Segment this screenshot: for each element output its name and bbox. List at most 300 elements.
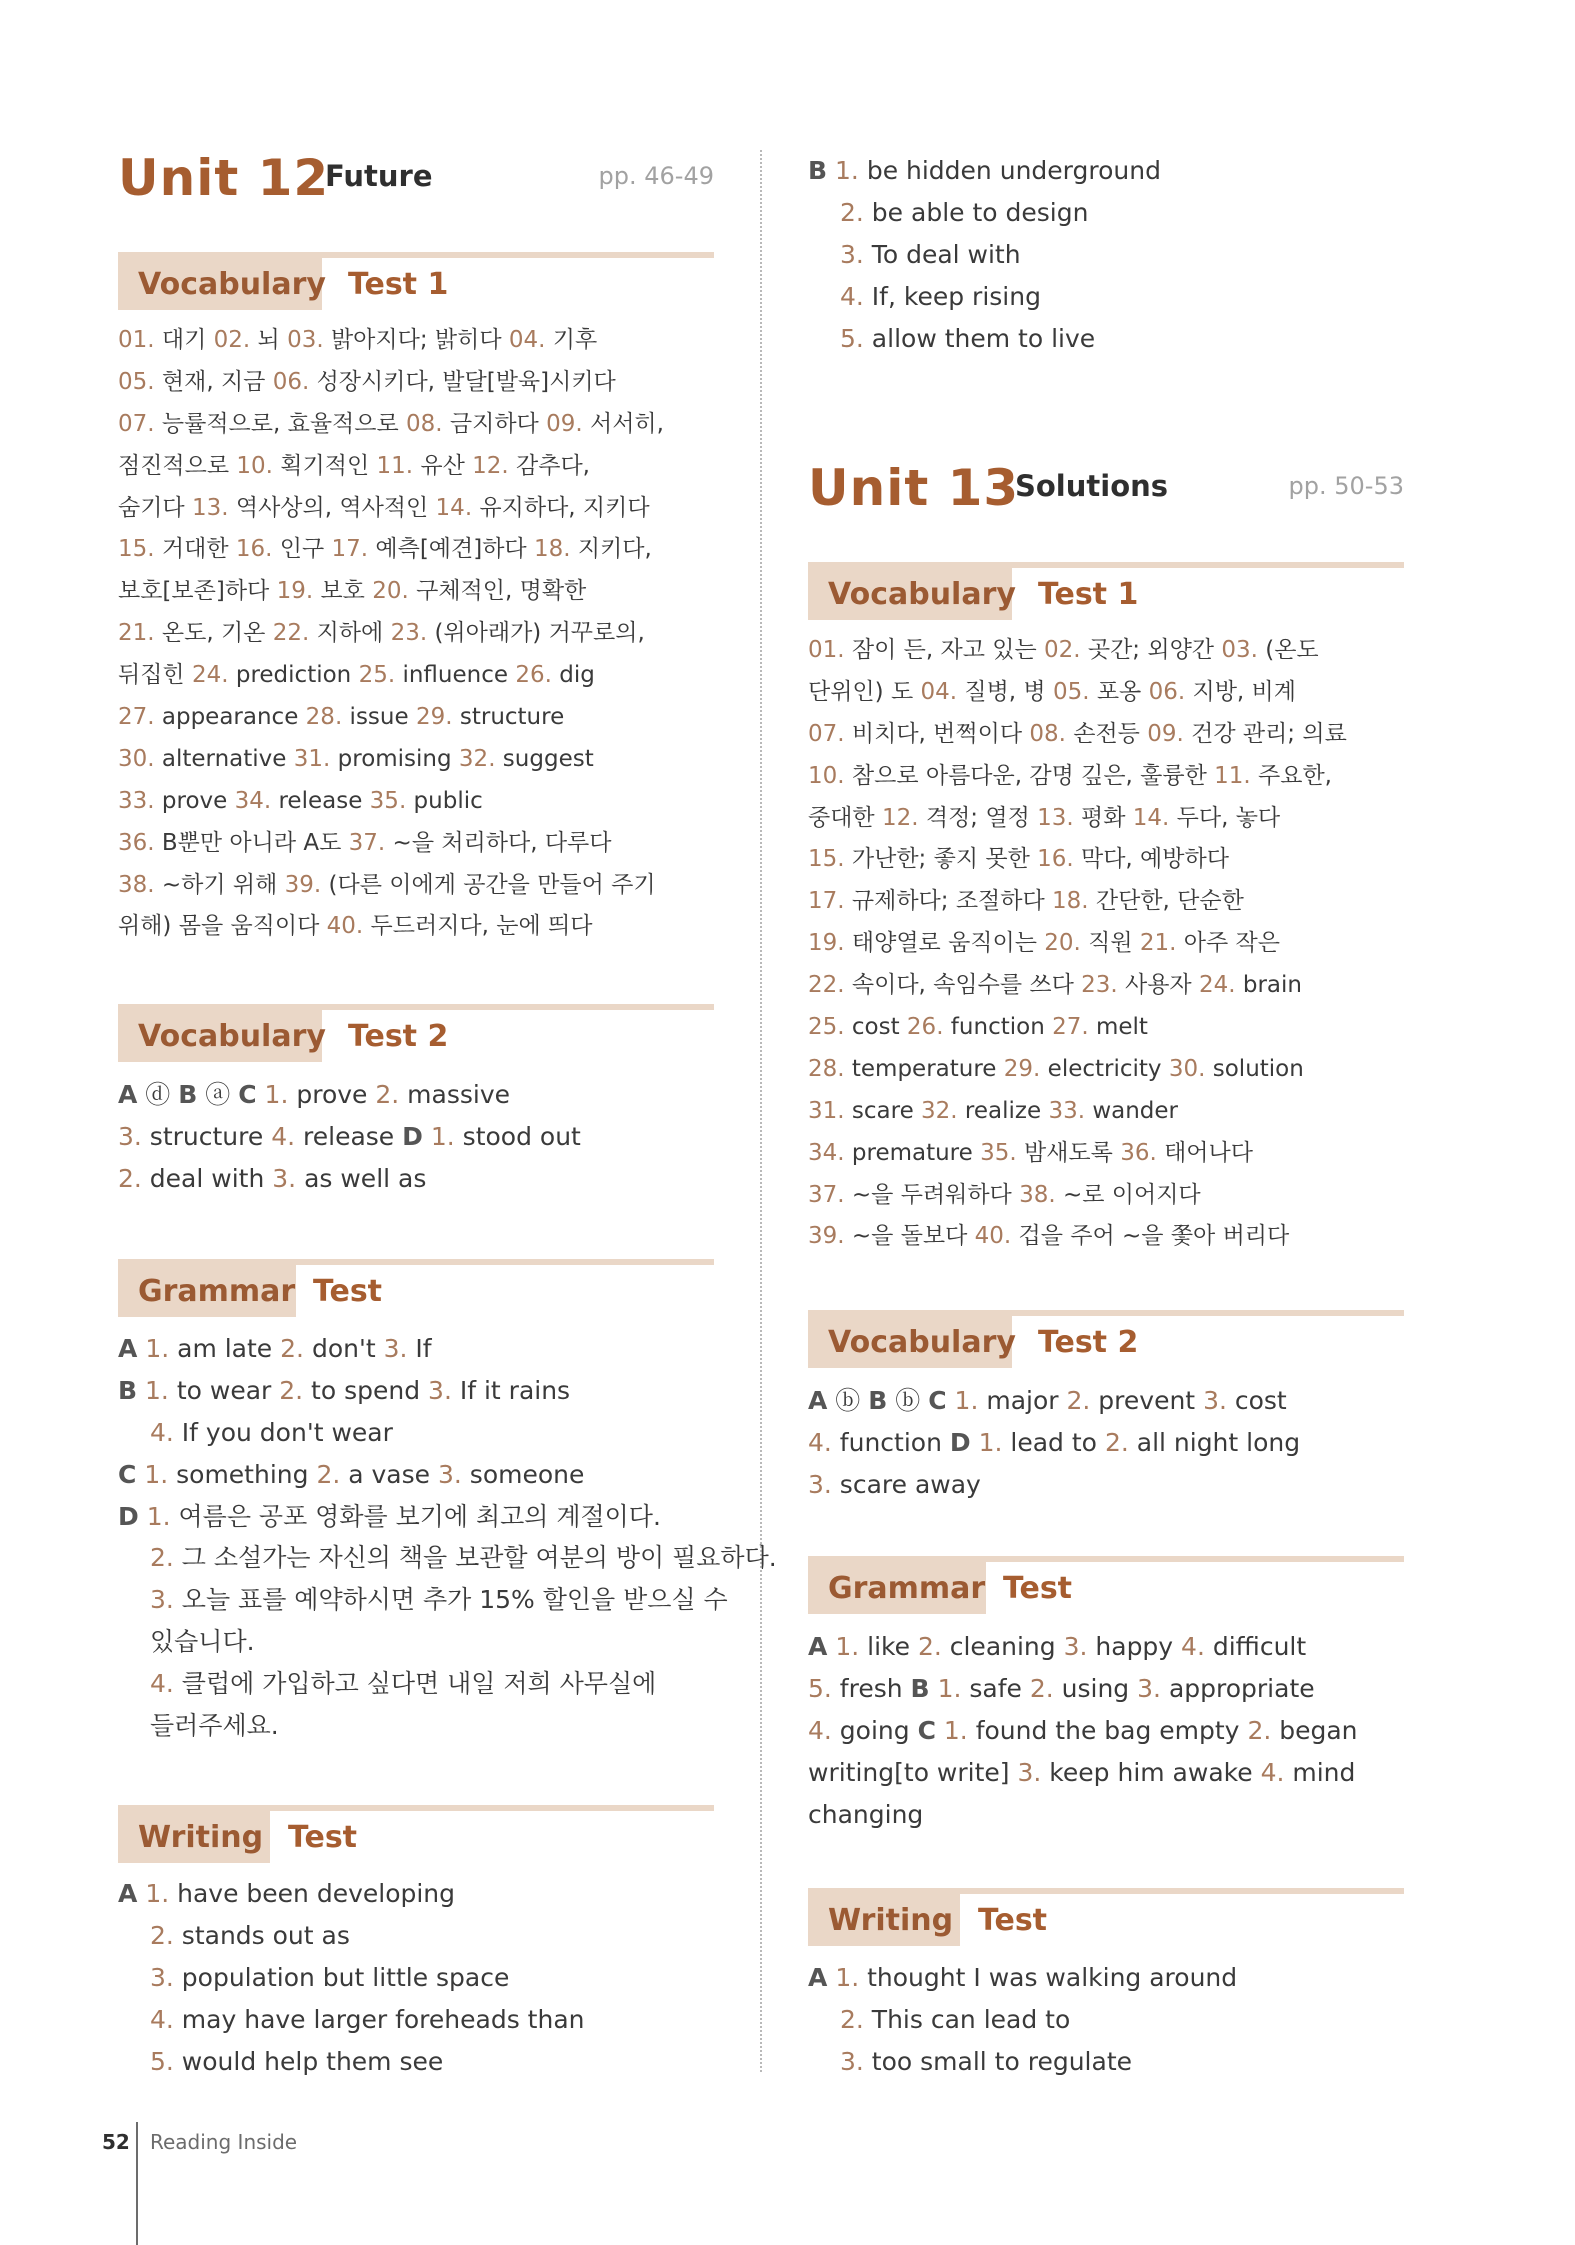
answer-line [808,1380,1408,1422]
answer-text: ~을 두려워하다 [844,1181,1020,1208]
answers-vocabulary-test-2 [808,1380,1408,1506]
unit-title: Unit 13 [808,459,1020,517]
answer-text: allow them to live [863,323,1096,353]
answer-text: ~을 처리하다, 다루다 [385,829,612,856]
answer-text: 겁을 주어 ~을 쫓아 버리다 [1011,1223,1290,1250]
section-header-vocabulary-test-2 [118,1004,714,1062]
item-number: 16. [235,536,273,563]
answer-text: 들러주세요. [150,1711,279,1741]
answer-text: function [831,1427,950,1457]
answer-text: appearance [154,704,306,731]
answer-text: happy [1087,1632,1182,1661]
section-label-box [808,1562,986,1614]
section-label: Grammar [138,1273,296,1309]
part-letter: C [917,1715,936,1745]
part-letter: D [949,1427,971,1457]
item-number: 38. [118,871,155,898]
answer-text: release [271,787,370,814]
answer-text: 속이다, 속임수를 쓰다 [844,972,1082,999]
item-number: 38. [1019,1181,1056,1208]
answer-line [808,1668,1408,1710]
answer-text: 역사상의, 역사적인 [228,494,436,521]
answer-line [808,318,1408,360]
answer-text: scare [844,1097,922,1124]
answers-vocabulary-test-1 [808,630,1408,1258]
item-number: 30. [118,745,155,772]
answer-text [423,1122,431,1151]
answer-line [118,1537,777,1579]
item-number: 5. [808,1673,832,1703]
item-number: 36. [1120,1139,1157,1166]
answer-text: (다른 이에게 공간을 만들어 주기 [321,871,656,898]
answer-line [118,823,718,865]
answer-line [808,1999,1408,2041]
item-number: 28. [305,704,343,731]
item-number: 16. [1037,846,1074,873]
answer-text: ~을 돌보다 [844,1223,975,1250]
answer-line [808,1626,1408,1668]
answer-text: structure [452,704,565,731]
answer-text: If, keep rising [863,281,1041,311]
answer-line [808,798,1408,840]
item-number: 33. [118,787,155,814]
answer-text: like [859,1632,918,1661]
answer-text: too small to regulate [863,2046,1132,2076]
answer-line [118,655,718,697]
answer-text: 간단한, 단순한 [1088,888,1244,915]
answer-text: ⓑ [887,1386,929,1415]
unit-12-heading [118,148,714,218]
section-label: Vocabulary [138,266,326,302]
answer-text: 금지하다 [442,410,547,437]
answer-line [118,1873,718,1915]
item-number: 13. [191,494,229,521]
section-test: Test 1 [1038,576,1139,612]
answer-line [808,630,1408,672]
answer-text: 위해) 몸을 움직이다 [118,913,327,940]
answer-line [808,672,1408,714]
answer-line [808,1957,1408,1999]
item-number: 14. [1132,804,1170,831]
item-number: 15. [118,536,155,563]
answer-text: 보호 [313,578,373,605]
answer-line [808,1133,1408,1175]
answer-text: structure [141,1121,272,1151]
answer-text: deal with [141,1163,273,1193]
item-number: 06. [272,368,310,395]
answer-text [930,1674,938,1703]
item-number: 06. [1148,678,1186,705]
answer-text: keep him awake [1041,1757,1261,1787]
answer-text: 두다, 놓다 [1169,804,1281,831]
answer-text: realize [957,1097,1049,1124]
answer-text: 성장시키다, 발달[발육]시키다 [309,368,616,395]
item-number: 4. [271,1121,296,1151]
answer-line [118,1705,718,1747]
item-number: 3. [1203,1386,1227,1415]
answer-line [118,320,718,362]
answer-text: all night long [1128,1427,1301,1457]
item-number: 20. [372,578,409,605]
item-number: 11. [1214,762,1251,789]
item-number: 03. [1221,637,1258,663]
answer-text: function [943,1014,1053,1041]
answer-text: found the bag empty [967,1715,1248,1745]
answer-text: 참으로 아름다운, 감명 깊은, 훌륭한 [844,762,1215,789]
item-number: 2. [118,1163,142,1193]
answers-vocabulary-test-1 [118,320,718,948]
answer-text: ~하기 위해 [154,871,285,898]
answer-text: population but little space [173,1962,510,1992]
answer-text: 보호[보존]하다 [118,578,277,605]
item-number: 2. [1029,1673,1054,1703]
answer-text: 밝아지다; 밝히다 [323,327,509,353]
part-letter: A [118,1879,138,1908]
part-letter: B [808,156,828,185]
answer-text: 클럽에 가입하고 싶다면 내일 저희 사무실에 [173,1669,657,1699]
item-number: 1. [264,1080,289,1109]
item-number: 1. [145,1879,170,1908]
section-header-vocabulary-test-2 [808,1310,1404,1368]
item-number: 35. [369,787,407,814]
item-number: 01. [118,327,155,353]
answer-text: 능률적으로, 효율적으로 [154,410,407,437]
answer-text: 감추다, [508,452,590,479]
answer-text: prove [154,787,235,814]
item-number: 33. [1048,1097,1086,1124]
answer-text: 예측[예견]하다 [368,536,534,563]
answer-line [118,1957,718,1999]
answer-line [808,2041,1408,2083]
answer-line [808,1752,1408,1794]
item-number: 2. [840,197,864,227]
section-label-box [118,1010,326,1062]
answer-line [808,276,1408,318]
item-number: 23. [1081,972,1118,999]
part-letter: D [118,1501,139,1531]
answer-text: to wear [168,1375,280,1405]
item-number: 18. [533,536,571,563]
item-number: 17. [808,888,845,915]
section-test: Test 2 [348,1018,449,1054]
answer-line [118,529,718,571]
item-number: 2. [279,1375,304,1405]
answer-text: release [295,1121,403,1151]
section-header-vocabulary-test-1 [118,252,714,310]
answer-text: don't [304,1334,384,1363]
section-label: Vocabulary [828,1324,1016,1360]
answer-text: solution [1205,1055,1304,1082]
answer-text: issue [342,704,416,731]
answer-text: going [831,1715,918,1745]
answer-line [808,1049,1408,1091]
answer-text: cleaning [941,1632,1064,1661]
answer-text: 지키다, [570,536,652,563]
item-number: 12. [881,804,919,831]
part-letter: B [868,1386,888,1415]
item-number: 04. [920,678,958,705]
book-title: Reading Inside [150,2130,298,2154]
answer-text: dig [551,662,595,689]
item-number: 17. [331,536,369,563]
answer-line [118,1999,718,2041]
answer-text: be able to design [863,197,1089,227]
answer-text: 구체적인, 명확한 [408,578,587,605]
item-number: 12. [472,452,509,479]
item-number: 2. [150,1543,174,1573]
answer-text: 그 소설가는 자신의 책을 보관할 여분의 방이 필요하다. [173,1543,777,1573]
answer-text: may have larger foreheads than [173,2004,585,2034]
answer-text: 획기적인 [272,452,377,479]
answer-line [118,1579,728,1621]
answer-line [808,234,1408,276]
item-number: 05. [1052,678,1090,705]
answer-line [808,150,1408,192]
item-number: 1. [145,1334,170,1363]
item-number: 10. [236,452,273,479]
answer-line [118,613,718,655]
answer-text: safe [961,1673,1030,1703]
answer-text: changing [808,1799,924,1829]
section-label: Writing [138,1819,264,1855]
item-number: 34. [808,1139,845,1166]
answer-text: prediction [228,662,359,689]
answer-text: This can lead to [863,2004,1071,2034]
answer-text: using [1053,1673,1138,1703]
part-letter: B [910,1673,930,1703]
answer-text: 유지하다, 지키다 [472,494,650,521]
item-number: 07. [118,410,155,437]
answers-grammar-test [118,1328,777,1747]
item-number: 1. [835,1632,860,1661]
unit-pages: pp. 50-53 [1288,472,1404,500]
section-test: Test [978,1902,1048,1938]
answer-text: 가난한; 좋지 못한 [844,846,1038,873]
item-number: 21. [118,620,155,647]
answer-text: 평화 [1073,804,1133,831]
item-number: 32. [921,1097,958,1124]
part-letter: B [118,1375,138,1405]
answer-line [118,865,718,907]
answer-text [936,1716,944,1745]
item-number: 37. [808,1181,845,1208]
answer-line [118,1158,718,1200]
answer-line [118,1663,718,1705]
item-number: 40. [974,1223,1012,1250]
answer-line [808,756,1408,798]
answer-line [118,1915,718,1957]
item-number: 4. [150,2004,174,2034]
answer-line [808,881,1408,923]
unit-title: Unit 12 [118,149,330,207]
item-number: 25. [358,662,396,689]
item-number: 3. [1137,1673,1161,1703]
answer-text: (온도 [1257,637,1319,663]
item-number: 05. [118,368,155,395]
item-number: 3. [1017,1757,1042,1787]
answer-text: would help them see [173,2046,444,2076]
answer-line [118,781,718,823]
part-letter: D [402,1121,423,1151]
item-number: 3. [840,2046,864,2076]
answer-text: wander [1085,1097,1179,1124]
answer-text: am late [169,1334,281,1363]
item-number: 2. [280,1334,304,1363]
answer-text: 밤새도록 [1016,1139,1121,1166]
item-number: 4. [1260,1757,1285,1787]
answer-text: 태양열로 움직이는 [844,930,1045,957]
answer-text: 태어나다 [1156,1139,1253,1166]
answer-text: major [978,1386,1067,1415]
answer-text: writing[to write] [808,1757,1018,1787]
answer-text: thought I was walking around [859,1963,1238,1992]
item-number: 08. [406,410,443,437]
section-label-box [808,1894,960,1946]
section-header-vocabulary-test-1 [808,562,1404,620]
section-test: Test 2 [1038,1324,1139,1360]
item-number: 4. [1181,1632,1205,1661]
answer-line [118,571,718,613]
section-label: Writing [828,1902,954,1938]
answer-text: 막다, 예방하다 [1073,846,1229,873]
answer-text [139,1502,147,1531]
item-number: 15. [808,846,845,873]
answer-text: began [1271,1715,1358,1745]
item-number: 09. [546,410,583,437]
answer-text: to spend [303,1375,429,1405]
answer-text: 격정; 열정 [918,804,1038,831]
answer-line [808,1007,1408,1049]
part-letter: C [928,1386,947,1415]
answer-text: 중대한 [808,804,882,831]
item-number: 30. [1168,1055,1206,1082]
answer-text: alternative [154,745,294,772]
section-test: Test [313,1273,383,1309]
answer-text: temperature [844,1055,1004,1082]
answer-line [808,839,1408,881]
answer-text: mind [1284,1757,1356,1787]
answer-line [118,1496,718,1538]
answers-vocabulary-test-2 [118,1074,718,1200]
answer-line [118,1116,718,1158]
answer-line [118,488,718,530]
answer-text: 뇌 [250,327,288,353]
unit-subtitle: Solutions [1015,469,1169,503]
unit-pages: pp. 46-49 [598,162,714,190]
item-number: 3. [383,1334,408,1363]
answer-line [808,1710,1408,1752]
section-label: Grammar [828,1570,986,1606]
answers-writing-test-a [118,1873,718,2082]
answer-text: 두드러지다, 눈에 띄다 [363,913,593,940]
item-number: 35. [980,1139,1017,1166]
item-number: 02. [1043,637,1081,663]
answer-text: 유산 [413,452,473,479]
item-number: 1. [943,1715,968,1745]
answer-text: 여름은 공포 영화를 보기에 최고의 계절이다. [170,1501,661,1531]
answer-text: fresh [831,1673,911,1703]
item-number: 1. [937,1673,962,1703]
item-number: 1. [146,1501,171,1531]
section-label-box [118,1811,270,1863]
item-number: 5. [150,2046,174,2076]
item-number: 3. [1063,1632,1088,1661]
answer-text [827,156,835,185]
answer-line [118,362,718,404]
answer-text: 오늘 표를 예약하시면 추가 15% 할인을 받으실 수 [173,1585,728,1615]
item-number: 10. [808,762,845,789]
unit-subtitle: Future [325,159,433,193]
item-number: 03. [287,327,324,353]
item-number: 4. [150,1669,174,1699]
item-number: 26. [515,662,552,689]
answer-text: 비치다, 번쩍이다 [844,720,1030,747]
footer-rule [136,2122,138,2245]
item-number: 2. [150,1920,174,1950]
item-number: 04. [508,327,546,353]
item-number: 14. [435,494,473,521]
answer-text: brain [1235,972,1302,999]
answer-text: 점진적으로 [118,452,237,479]
item-number: 1. [954,1386,979,1415]
item-number: 20. [1044,930,1081,957]
item-number: 4. [150,1417,174,1447]
answer-text [947,1386,955,1415]
part-letter: B [178,1080,198,1109]
item-number: 25. [808,1014,845,1041]
item-number: 28. [808,1055,845,1082]
answer-text: 지하에 [309,620,391,647]
answer-text: cost [844,1014,907,1041]
item-number: 2. [917,1632,942,1661]
item-number: 19. [808,930,845,957]
answer-text: as well as [296,1163,427,1193]
item-number: 3. [808,1469,832,1499]
answer-line [118,697,718,739]
section-label: Vocabulary [138,1018,326,1054]
answer-text: scare away [831,1469,981,1499]
item-number: 1. [978,1427,1003,1457]
item-number: 13. [1037,804,1074,831]
item-number: 32. [458,745,496,772]
answer-text: 거대한 [154,536,236,563]
answer-text: 건강 관리; 의료 [1183,720,1347,747]
item-number: 3. [840,239,864,269]
item-number: 26. [906,1014,944,1041]
item-number: 2. [316,1459,341,1489]
answer-text: someone [461,1459,585,1489]
answer-text: promising [330,745,459,772]
answer-text: a vase [340,1459,438,1489]
part-letter: A [808,1386,828,1415]
answer-line [118,2041,718,2083]
answer-line [118,1621,718,1663]
answer-text: premature [844,1139,981,1166]
item-number: 2. [1247,1715,1272,1745]
answer-text: stood out [454,1121,581,1151]
answer-text: ⓓ [137,1080,179,1109]
column-divider [760,150,762,2072]
item-number: 22. [808,972,845,999]
answer-line [808,1175,1408,1217]
item-number: 3. [118,1121,142,1151]
answer-line [808,923,1408,965]
item-number: 27. [1052,1014,1089,1041]
item-number: 3. [150,1585,174,1615]
item-number: 3. [150,1962,174,1992]
item-number: 39. [808,1223,845,1250]
item-number: 11. [376,452,414,479]
